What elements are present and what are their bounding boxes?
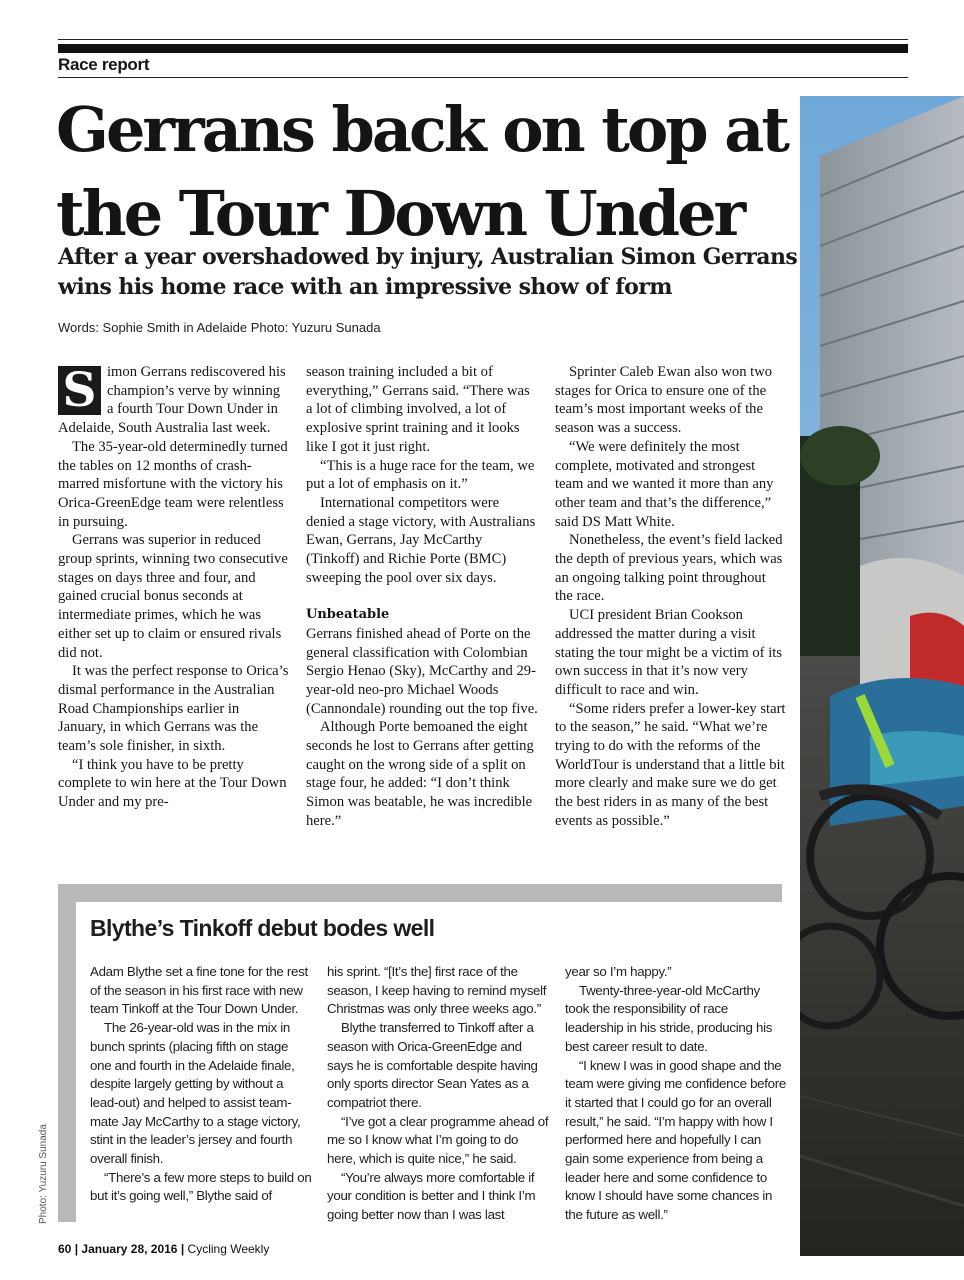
article-paragraph: Sprinter Caleb Ewan also won two stages for Orica to ensure one of the team’s most important weeks of the season was a success. [555,364,773,437]
article-paragraph: “This is a huge race for the team, we put a lot of emphasis on it.” [306,457,535,493]
article-paragraph: “We were definitely the most complete, motivated and strongest team and we wanted it more than any other team and that’s the difference,” said DS Matt White. [555,438,774,530]
sidebar-paragraph: his sprint. “[It’s the] first race of the season, I keep having to remind myself Christmas was only three weeks ago.” [327,964,547,1017]
section-label: Race report [58,55,150,74]
sidebar-paragraph: “I’ve got a clear programme ahead of me so I know what I’m going to do here, which is quite nice,” he said. [327,1113,549,1167]
article-paragraph: International competitors were denied a stage victory, with Australians Ewan, Gerrans, Jay McCarthy (Tinkoff) and Richie Porte (BMC) sweeping the pool over six days. [306,494,536,586]
page-footer: 60 | January 28, 2016 | Cycling Weekly [58,1242,270,1256]
sidebar-paragraph: year so I’m happy.” [565,964,672,979]
race-photo [800,96,964,1256]
sidebar-paragraph: Twenty-three-year-old McCarthy took the responsibility of race leadership in his stride, producing his best career result to date. [565,982,773,1054]
sidebar-column-2 [327,963,549,1225]
byline: Words: Sophie Smith in Adelaide Photo: Yuzuru Sunada [58,320,381,335]
sidebar-column-3 [565,963,787,1225]
sidebar-paragraph: The 26-year-old was in the mix in bunch sprints (placing fifth on stage one and fourth in the Adelaide finale, despite largely getting by without a lead-out) and helped to assist team-mate Jay McCarthy to a stage victory, stint in the leader’s jersey and fourth overall finish. [90,1020,301,1167]
subhead-unbeatable: Unbeatable [306,607,390,623]
article-paragraph: Although Porte bemoaned the eight seconds he lost to Gerrans after getting caught on the wrong side of a split on stage four, he added: “I don’t think Simon was beatable, he was incredible here.” [306,719,534,829]
article-paragraph: Nonetheless, the event’s field lacked the depth of previous years, which was an ongoing talking point throughout the race. [555,532,783,605]
sidebar-frame-top [58,884,782,902]
top-thick-rule [58,44,908,53]
photo-credit: Photo: Yuzuru Sunada [38,1124,49,1224]
sidebar-paragraph: “I knew I was in good shape and the team were giving me confidence before it started that I could go for an overall result,” he said. “I’m happy with how I performed here and hopefully I can gain some experience from being a leader here and some confidence to know I should have some chances in the future as well.” [565,1057,786,1223]
standfirst: After a year overshadowed by injury, Australian Simon Gerrans wins his home race with an impressive show of form [58,244,798,300]
article-paragraph: imon Gerrans rediscovered his champion’s verve by winning a fourth Tour Down Under in Adelaide, South Australia last week. [58,364,286,437]
article-column-2 [306,363,538,831]
drop-cap: S [58,366,101,415]
sidebar-paragraph: Blythe transferred to Tinkoff after a season with Orica-GreenEdge and says he is comfortable despite having only sports director Sean Yates as a compatriot there. [327,1020,538,1110]
article-paragraph: “Some riders prefer a lower-key start to the season,” he said. “What we’re trying to do with the reforms of the WorldTour is understand that a little bit more clearly and make sure we do get the best riders in as many of the best events as possible.” [555,700,786,829]
headline: Gerrans back on top at the Tour Down Under [56,93,788,250]
sidebar-title: Blythe’s Tinkoff debut bodes well [90,915,435,941]
article-paragraph: Gerrans was superior in reduced group sprints, winning two consecutive stages on days three and four, and gained crucial bonus seconds at intermediate primes, which he was either set up to claim or ensured rivals did not. [58,532,288,661]
sidebar-column-1 [90,963,312,1206]
sidebar-paragraph: “You’re always more comfortable if your condition is better and I think I’m going better now than I was last [327,1169,536,1223]
article-paragraph: The 35-year-old determinedly turned the tables on 12 months of crash-marred misfortune with the victory his Orica-GreenEdge team were relentless in pursuing. [58,438,288,530]
article-column-3 [555,363,787,831]
issue-date: January 28, 2016 [81,1242,178,1256]
top-thin-rule [58,39,908,40]
article-paragraph: “I think you have to be pretty complete to win here at the Tour Down Under and my pre- [58,756,287,811]
article-paragraph: Gerrans finished ahead of Porte on the general classification with Colombian Sergio Henao (Sky), McCarthy and 29-year-old neo-pro Michael Woods (Cannondale) rounding out the top five. [306,625,538,717]
article-paragraph: It was the perfect response to Orica’s dismal performance in the Australian Road Championships earlier in January, in which Gerrans was the team’s sole finisher, in sixth. [58,663,289,755]
article-column-1 [58,363,290,812]
page-number: 60 [58,1242,72,1256]
section-rule [58,77,908,78]
sidebar-frame-left [58,884,76,1222]
sidebar-paragraph: Adam Blythe set a fine tone for the rest of the season in his first race with new team Tinkoff at the Tour Down Under. [90,964,308,1017]
publication-name: Cycling Weekly [187,1242,270,1256]
article-paragraph: UCI president Brian Cookson addressed the matter during a visit stating the tour might be a victim of its own success in that it’s now very difficult to race and win. [555,607,782,698]
sidebar-paragraph: “There’s a few more steps to build on but it’s going well,” Blythe said of [90,1169,312,1204]
article-paragraph: season training included a bit of everything,” Gerrans said. “There was a lot of climbing involved, a lot of explosive sprint training and it looks like I got it just right. [306,364,530,455]
